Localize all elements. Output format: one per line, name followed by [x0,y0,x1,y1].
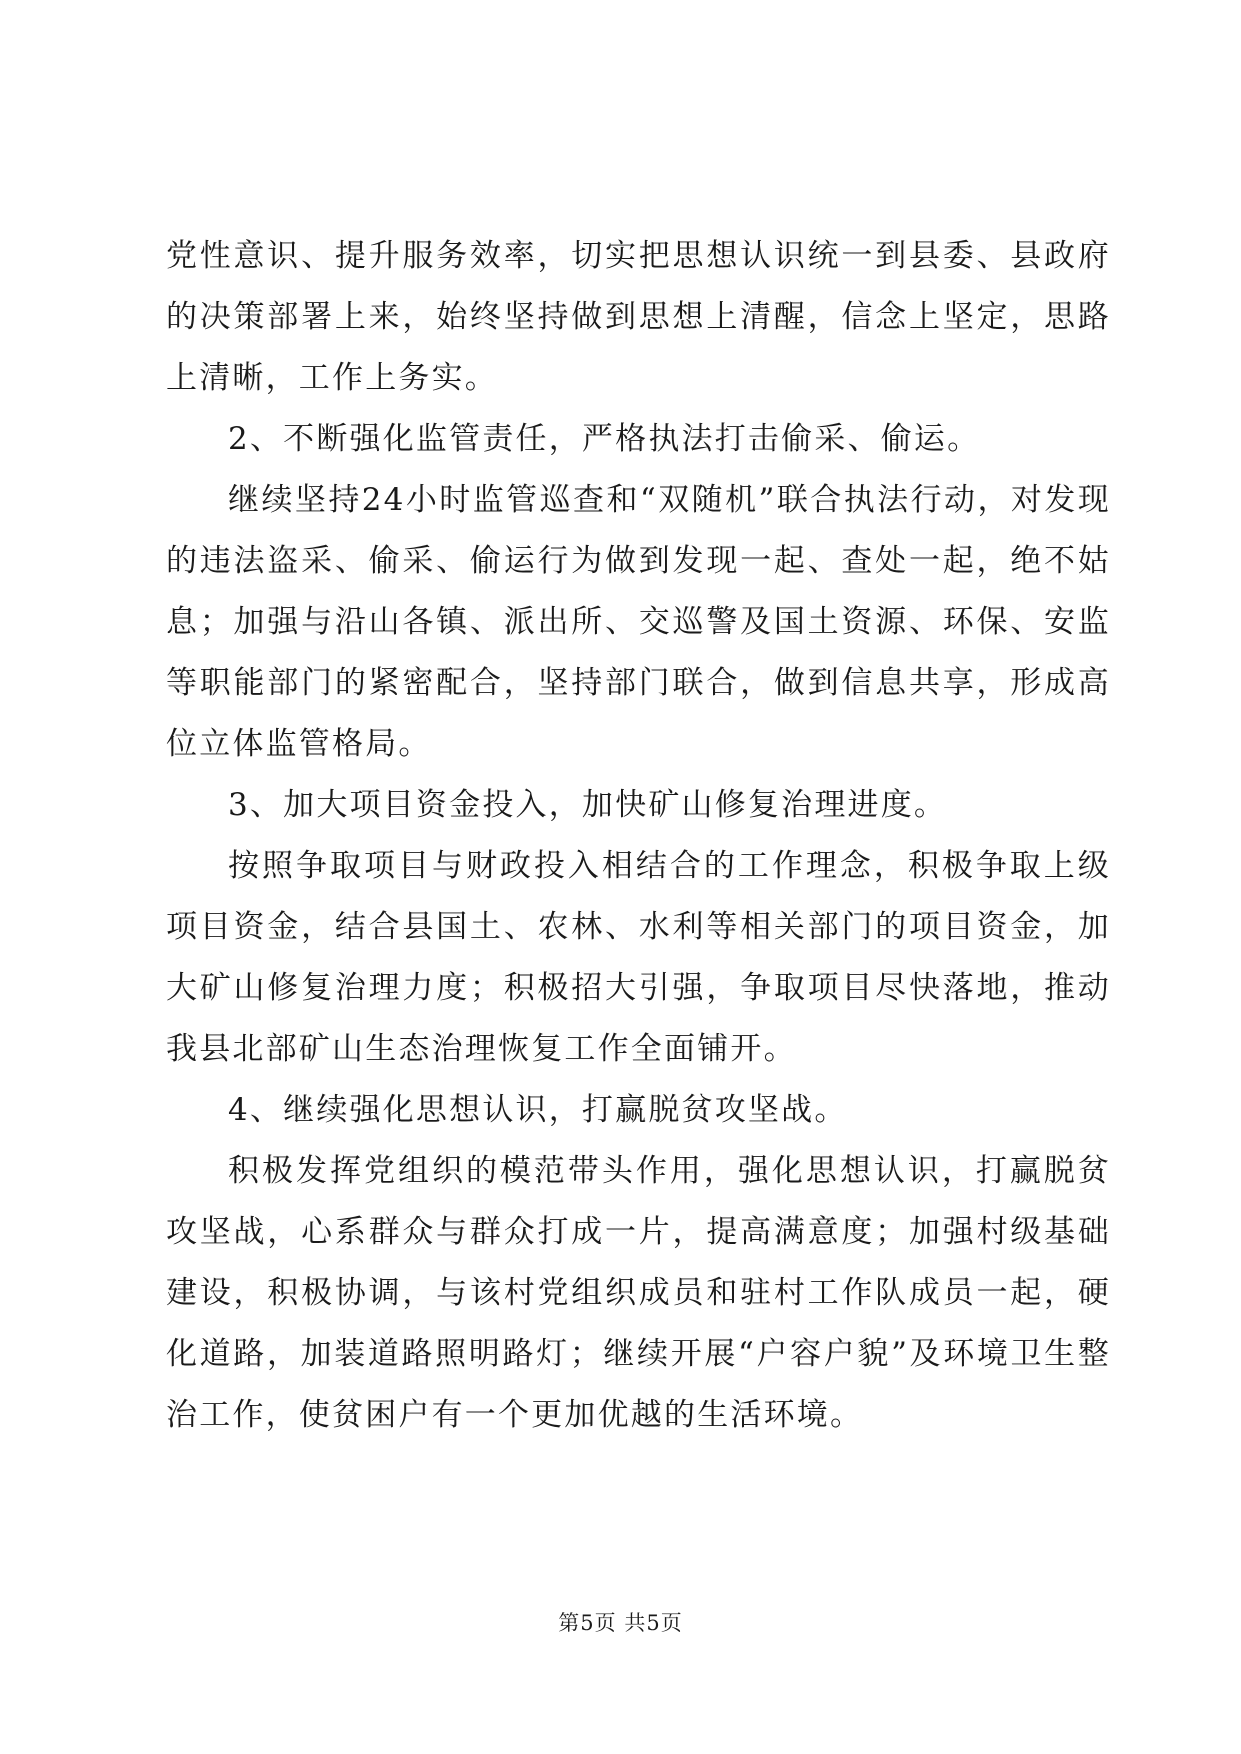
section-heading-4: 4、继续强化思想认识，打赢脱贫攻坚战。 [228,1092,848,1128]
document-body [166,226,1111,1446]
section-heading-3: 3、加大项目资金投入，加快矿山修复治理进度。 [228,787,948,823]
section-heading-2: 2、不断强化监管责任，严格执法打击偷采、偷运。 [228,421,981,457]
paragraph-funding: 按照争取项目与财政投入相结合的工作理念，积极争取上级项目资金，结合县国土、农林、水利等相关部门的项目资金，加大矿山修复治理力度；积极招大引强，争取项目尽快落地，推动我县北部矿山生态治理恢复工作全面铺开。 [166,848,1111,1067]
paragraph-poverty: 积极发挥党组织的模范带头作用，强化思想认识，打赢脱贫攻坚战，心系群众与群众打成一片，提高满意度；加强村级基础建设，积极协调，与该村党组织成员和驻村工作队成员一起，硬化道路，加装道路照明路灯；继续开展“户容户貌”及环境卫生整治工作，使贫困户有一个更加优越的生活环境。 [166,1153,1111,1433]
page-number-footer: 第5页 共5页 [558,1611,683,1635]
paragraph-continuation: 党性意识、提升服务效率，切实把思想认识统一到县委、县政府的决策部署上来，始终坚持做到思想上清醒，信念上坚定，思路上清晰，工作上务实。 [166,238,1111,396]
paragraph-supervision: 继续坚持24小时监管巡查和“双随机”联合执法行动，对发现的违法盗采、偷采、偷运行为做到发现一起、查处一起，绝不姑息；加强与沿山各镇、派出所、交巡警及国土资源、环保、安监等职能部门的紧密配合，坚持部门联合，做到信息共享，形成高位立体监管格局。 [166,482,1111,762]
